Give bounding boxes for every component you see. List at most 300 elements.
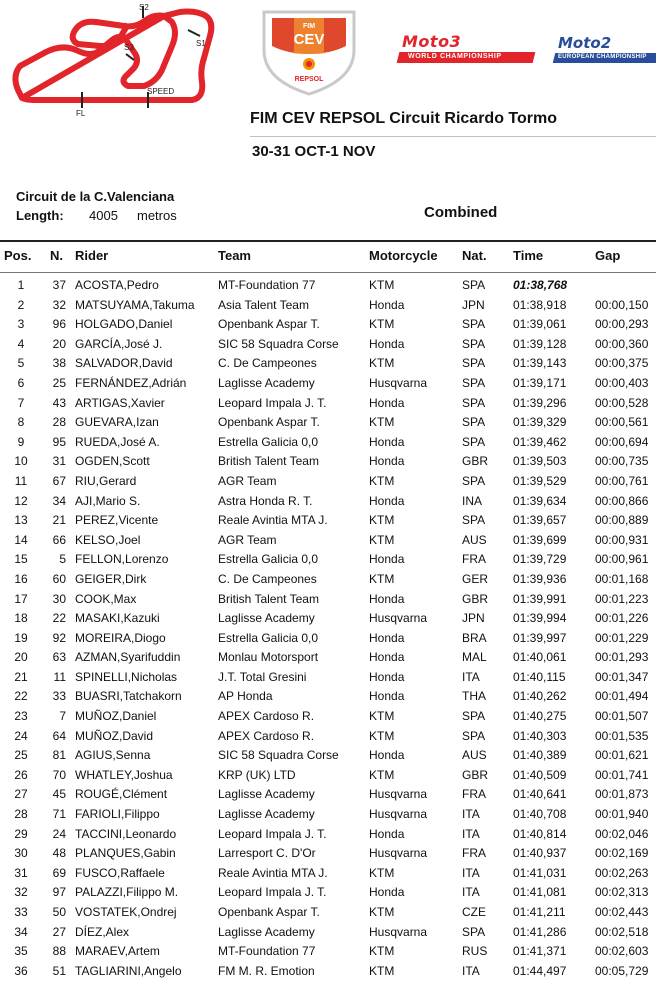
cell-num: 67: [52, 473, 66, 488]
cell-pos: 3: [17, 317, 25, 332]
cell-time: 01:39,634: [513, 493, 567, 508]
cell-team: Openbank Aspar T.: [218, 415, 320, 430]
cell-num: 97: [52, 885, 66, 900]
cell-gap: 00:01,494: [595, 689, 649, 704]
table-row: [0, 863, 656, 883]
length-unit: metros: [137, 208, 177, 223]
cell-motorcycle: KTM: [369, 905, 395, 919]
cell-team: KRP (UK) LTD: [218, 767, 296, 782]
cell-time: 01:39,936: [513, 571, 567, 586]
moto3-logo: [398, 32, 540, 68]
cell-num: 37: [52, 278, 66, 292]
cell-team: SIC 58 Squadra Corse: [218, 748, 339, 763]
cell-pos: 33: [14, 905, 28, 919]
cell-gap: 00:00,360: [595, 336, 649, 351]
cell-gap: 00:00,528: [595, 395, 649, 410]
cell-time: 01:39,729: [513, 552, 567, 567]
table-row: [0, 549, 656, 569]
cell-nat: GBR: [462, 767, 489, 782]
cell-motorcycle: KTM: [369, 473, 395, 488]
cell-rider: SALVADOR,David: [75, 356, 173, 371]
cell-team: Asia Talent Team: [218, 297, 309, 312]
table-row: [0, 961, 656, 981]
cell-team: Leopard Impala J. T.: [218, 395, 327, 410]
cell-time: 01:40,509: [513, 767, 567, 782]
table-row: [0, 314, 656, 334]
cell-team: AGR Team: [218, 473, 277, 488]
moto2-logo-sub: EUROPEAN CHAMPIONSHIP: [558, 54, 647, 60]
cell-motorcycle: Husqvarna: [369, 846, 428, 861]
table-row: [0, 569, 656, 589]
cell-motorcycle: Honda: [369, 297, 405, 312]
cell-gap: 00:02,313: [595, 885, 649, 900]
cell-rider: ACOSTA,Pedro: [75, 278, 159, 292]
cell-gap: 00:01,535: [595, 728, 649, 743]
cell-num: 34: [52, 493, 66, 508]
cell-num: 64: [52, 728, 66, 743]
cell-gap: 00:01,621: [595, 748, 649, 763]
cell-time: 01:40,389: [513, 748, 567, 763]
cell-time: 01:40,275: [513, 709, 567, 724]
cell-nat: SPA: [462, 336, 486, 351]
circuit-track: [15, 12, 211, 101]
cell-team: Laglisse Academy: [218, 924, 315, 939]
cell-num: 69: [52, 865, 66, 880]
cell-time: 01:41,286: [513, 924, 567, 939]
cell-nat: SPA: [462, 728, 486, 743]
cell-num: 30: [52, 591, 66, 606]
cell-pos: 18: [14, 611, 28, 626]
cell-time: 01:39,329: [513, 415, 567, 430]
cell-team: APEX Cardoso R.: [218, 709, 315, 724]
cell-nat: AUS: [462, 532, 487, 547]
cell-rider: TAGLIARINI,Angelo: [75, 963, 182, 978]
cell-time: 01:40,814: [513, 826, 567, 841]
cell-motorcycle: Honda: [369, 552, 405, 567]
cell-team: British Talent Team: [218, 591, 319, 606]
cell-pos: 11: [14, 473, 28, 488]
cell-nat: GER: [462, 571, 489, 586]
cell-pos: 14: [14, 532, 28, 547]
cell-motorcycle: KTM: [369, 513, 395, 528]
cell-rider: RUEDA,José A.: [75, 434, 160, 449]
moto3-logo-sub: WORLD CHAMPIONSHIP: [408, 53, 502, 60]
cell-motorcycle: Honda: [369, 336, 405, 351]
cell-team: Estrella Galicia 0,0: [218, 552, 319, 567]
cell-num: 63: [52, 650, 66, 665]
cell-pos: 4: [17, 336, 25, 351]
cell-team: Monlau Motorsport: [218, 650, 319, 665]
cell-pos: 24: [14, 728, 28, 743]
cell-team: Laglisse Academy: [218, 787, 315, 802]
table-row: [0, 275, 656, 295]
cell-motorcycle: Honda: [369, 650, 405, 665]
cell-team: AGR Team: [218, 532, 277, 547]
cell-rider: FERNÁNDEZ,Adrián: [75, 375, 187, 390]
cell-rider: GUEVARA,Izan: [75, 415, 159, 430]
cell-nat: JPN: [462, 297, 485, 312]
cell-nat: CZE: [462, 905, 486, 919]
cell-gap: 00:00,150: [595, 297, 649, 312]
cell-gap: 00:02,443: [595, 905, 649, 919]
cell-rider: MUÑOZ,Daniel: [75, 709, 157, 724]
cell-num: 21: [52, 513, 66, 528]
table-header: [0, 240, 656, 273]
cell-num: 11: [53, 669, 66, 684]
cell-motorcycle: Honda: [369, 826, 405, 841]
cell-motorcycle: Husqvarna: [369, 375, 428, 390]
cell-gap: 00:02,046: [595, 826, 649, 841]
cell-gap: 00:00,761: [595, 473, 649, 488]
header-num: N.: [50, 248, 63, 263]
cell-pos: 15: [14, 552, 28, 567]
cell-num: 32: [52, 297, 66, 312]
cell-gap: 00:01,741: [595, 767, 649, 782]
table-row: [0, 432, 656, 452]
cell-motorcycle: Honda: [369, 493, 405, 508]
cell-rider: MUÑOZ,David: [75, 728, 154, 743]
cell-nat: GBR: [462, 454, 489, 469]
cell-rider: MASAKI,Kazuki: [75, 611, 160, 626]
table-row: [0, 804, 656, 824]
cell-rider: DÍEZ,Alex: [75, 924, 130, 939]
cell-gap: 00:01,293: [595, 650, 649, 665]
cell-gap: 00:00,694: [595, 434, 649, 449]
cell-time: 01:39,991: [513, 591, 567, 606]
cell-pos: 10: [14, 454, 28, 469]
cell-rider: AZMAN,Syarifuddin: [75, 650, 181, 665]
header-nat: Nat.: [462, 248, 487, 263]
table-row: [0, 628, 656, 648]
cell-motorcycle: Honda: [369, 748, 405, 763]
table-row: [0, 530, 656, 550]
moto3-logo-word: Moto3: [402, 32, 462, 51]
cell-pos: 8: [17, 415, 25, 430]
cell-team: C. De Campeones: [218, 571, 317, 586]
cell-num: 31: [52, 454, 66, 469]
cell-nat: ITA: [462, 865, 480, 880]
table-row: [0, 295, 656, 315]
cell-team: MT-Foundation 77: [218, 278, 316, 292]
cell-gap: 00:05,729: [595, 963, 649, 978]
cell-nat: ITA: [462, 807, 480, 822]
cell-nat: SPA: [462, 356, 486, 371]
cell-rider: SPINELLI,Nicholas: [75, 669, 178, 684]
cell-pos: 31: [14, 865, 28, 880]
cell-gap: 00:00,735: [595, 454, 649, 469]
cell-nat: SPA: [462, 709, 486, 724]
cell-nat: SPA: [462, 924, 486, 939]
cell-pos: 23: [14, 709, 28, 724]
title-divider: [250, 136, 656, 137]
cell-time: 01:41,081: [513, 885, 567, 900]
cell-time: 01:39,128: [513, 336, 567, 351]
cell-rider: GEIGER,Dirk: [75, 571, 147, 586]
cell-motorcycle: Husqvarna: [369, 807, 428, 822]
cell-pos: 34: [14, 924, 28, 939]
cell-num: 24: [52, 826, 66, 841]
cell-rider: AGIUS,Senna: [75, 748, 151, 763]
cell-time: 01:39,657: [513, 513, 567, 528]
cell-gap: 00:00,561: [595, 415, 649, 430]
cell-team: Leopard Impala J. T.: [218, 885, 327, 900]
moto2-logo: [554, 34, 656, 68]
cell-nat: SPA: [462, 317, 486, 332]
length-label: Length:: [16, 208, 64, 223]
table-row: [0, 393, 656, 413]
cell-num: 70: [52, 767, 66, 782]
cell-pos: 29: [14, 826, 28, 841]
cell-motorcycle: KTM: [369, 278, 395, 292]
circuit-name: Circuit de la C.Valenciana: [16, 189, 175, 204]
table-row: [0, 745, 656, 765]
cell-time: 01:40,641: [513, 787, 567, 802]
table-row: [0, 491, 656, 511]
cell-pos: 21: [14, 669, 28, 684]
cell-rider: TACCINI,Leonardo: [75, 826, 177, 841]
cell-motorcycle: Honda: [369, 689, 405, 704]
table-row: [0, 608, 656, 628]
cell-team: Astra Honda R. T.: [218, 493, 313, 508]
cell-gap: 00:01,940: [595, 807, 649, 822]
circuit-map: [4, 2, 219, 120]
cell-team: Laglisse Academy: [218, 807, 315, 822]
moto2-logo-word: Moto2: [558, 34, 612, 52]
table-row: [0, 510, 656, 530]
cell-time: 01:40,262: [513, 689, 567, 704]
cell-team: AP Honda: [218, 689, 273, 704]
cell-team: SIC 58 Squadra Corse: [218, 336, 339, 351]
cell-time: 01:39,699: [513, 532, 567, 547]
sector-label-speed: SPEED: [147, 87, 175, 96]
cell-time: 01:38,918: [513, 297, 567, 312]
cell-nat: SPA: [462, 278, 486, 292]
cell-time: 01:40,937: [513, 846, 567, 861]
cell-num: 96: [52, 317, 66, 332]
table-row: [0, 686, 656, 706]
cell-nat: SPA: [462, 434, 486, 449]
header-team: Team: [218, 248, 251, 263]
cell-pos: 12: [14, 493, 28, 508]
results-table: [0, 240, 656, 980]
cell-time: 01:41,031: [513, 865, 567, 880]
cell-nat: ITA: [462, 669, 480, 684]
cell-motorcycle: KTM: [369, 532, 395, 547]
cell-motorcycle: KTM: [369, 865, 395, 880]
cell-pos: 30: [14, 846, 28, 861]
cell-team: British Talent Team: [218, 454, 319, 469]
cell-gap: 00:00,961: [595, 552, 649, 567]
cell-motorcycle: Husqvarna: [369, 787, 428, 802]
cell-time: 01:39,143: [513, 356, 567, 371]
cell-pos: 32: [14, 885, 28, 900]
cell-nat: FRA: [462, 552, 486, 567]
cell-gap: 00:00,375: [595, 356, 649, 371]
cell-motorcycle: KTM: [369, 944, 395, 959]
cell-rider: WHATLEY,Joshua: [75, 767, 173, 782]
cell-time: 01:41,211: [513, 905, 566, 919]
cell-time: 01:44,497: [513, 963, 567, 978]
cell-num: 25: [52, 375, 66, 390]
header-motorcycle: Motorcycle: [369, 248, 438, 263]
cell-time: 01:39,171: [513, 375, 567, 390]
cell-gap: 00:02,603: [595, 944, 649, 959]
cell-gap: 00:02,169: [595, 846, 649, 861]
cev-repsol-logo: [258, 6, 360, 98]
cell-pos: 20: [14, 650, 28, 665]
cell-pos: 13: [14, 513, 28, 528]
cell-num: 48: [52, 846, 66, 861]
length-value: 4005: [89, 208, 118, 223]
cell-pos: 36: [14, 963, 28, 978]
cev-logo-fim: FIM: [302, 23, 316, 30]
cell-pos: 35: [14, 944, 28, 959]
table-row: [0, 412, 656, 432]
cell-gap: 00:02,518: [595, 924, 649, 939]
cell-rider: KELSO,Joel: [75, 532, 141, 547]
table-row: [0, 902, 656, 922]
cell-gap: 00:02,263: [595, 865, 649, 880]
cell-motorcycle: Honda: [369, 630, 405, 645]
cell-rider: GARCÍA,José J.: [75, 336, 163, 351]
cell-pos: 19: [14, 630, 28, 645]
cell-pos: 6: [17, 375, 25, 390]
table-body: [0, 273, 656, 980]
cell-motorcycle: Honda: [369, 454, 405, 469]
cell-motorcycle: KTM: [369, 356, 395, 371]
cell-time: 01:40,303: [513, 728, 567, 743]
cell-time: 01:41,371: [513, 944, 567, 959]
table-row: [0, 784, 656, 804]
table-row: [0, 471, 656, 491]
cell-time: 01:40,708: [513, 807, 567, 822]
cell-pos: 28: [14, 807, 28, 822]
table-row: [0, 922, 656, 942]
cell-rider: COOK,Max: [75, 591, 137, 606]
event-dates: 30-31 OCT-1 NOV: [252, 143, 376, 160]
cell-num: 22: [52, 611, 66, 626]
cell-rider: OGDEN,Scott: [75, 454, 150, 469]
cell-nat: INA: [462, 493, 483, 508]
cell-pos: 16: [14, 571, 28, 586]
cell-motorcycle: KTM: [369, 571, 395, 586]
cell-pos: 22: [14, 689, 28, 704]
cell-motorcycle: Honda: [369, 669, 405, 684]
cell-num: 5: [59, 552, 66, 567]
cell-rider: ARTIGAS,Xavier: [75, 395, 165, 410]
cell-team: APEX Cardoso R.: [218, 728, 315, 743]
table-row: [0, 373, 656, 393]
table-row: [0, 589, 656, 609]
cell-gap: 00:00,889: [595, 513, 649, 528]
cell-motorcycle: KTM: [369, 767, 395, 782]
session-name: Combined: [424, 204, 498, 221]
header-rider: Rider: [75, 248, 109, 263]
cell-rider: RIU,Gerard: [75, 473, 137, 488]
cell-team: C. De Campeones: [218, 356, 317, 371]
cell-gap: 00:01,873: [595, 787, 649, 802]
sector-label-s1: S1: [196, 39, 206, 48]
cell-nat: SPA: [462, 513, 486, 528]
cell-rider: FARIOLI,Filippo: [75, 807, 160, 822]
cell-num: 60: [52, 571, 66, 586]
cell-time: 01:40,115: [513, 669, 566, 684]
cell-nat: BRA: [462, 630, 487, 645]
cell-motorcycle: KTM: [369, 963, 395, 978]
header-time: Time: [513, 248, 544, 263]
cell-pos: 5: [17, 356, 25, 371]
cell-gap: 00:01,223: [595, 591, 649, 606]
cell-nat: FRA: [462, 846, 486, 861]
cell-num: 20: [52, 336, 66, 351]
table-row: [0, 667, 656, 687]
table-row: [0, 882, 656, 902]
table-row: [0, 706, 656, 726]
cell-time: 01:39,997: [513, 630, 567, 645]
cell-nat: MAL: [462, 650, 487, 665]
table-row: [0, 334, 656, 354]
cell-team: Openbank Aspar T.: [218, 905, 320, 919]
cell-time: 01:39,994: [513, 611, 567, 626]
cell-time: 01:39,503: [513, 454, 567, 469]
cell-rider: PEREZ,Vicente: [75, 513, 159, 528]
cell-motorcycle: Husqvarna: [369, 924, 428, 939]
sector-label-s2: S2: [139, 3, 149, 12]
cell-gap: 00:00,293: [595, 317, 649, 332]
cell-gap: 00:01,507: [595, 709, 649, 724]
table-row: [0, 941, 656, 961]
cell-nat: SPA: [462, 375, 486, 390]
header-gap: Gap: [595, 248, 621, 263]
cell-gap: 00:01,229: [595, 630, 649, 645]
header-pos: Pos.: [4, 248, 32, 263]
cell-team: FM M. R. Emotion: [218, 963, 315, 978]
cell-gap: 00:01,168: [595, 571, 649, 586]
cell-num: 51: [52, 963, 66, 978]
cell-num: 50: [52, 905, 66, 919]
cell-motorcycle: Honda: [369, 395, 405, 410]
cell-rider: FELLON,Lorenzo: [75, 552, 169, 567]
cell-nat: JPN: [462, 611, 485, 626]
cell-gap: 00:00,866: [595, 493, 649, 508]
cell-gap: 00:00,931: [595, 532, 649, 547]
cell-pos: 17: [14, 591, 28, 606]
cell-nat: ITA: [462, 885, 480, 900]
cell-nat: FRA: [462, 787, 486, 802]
cell-team: Openbank Aspar T.: [218, 317, 320, 332]
cell-rider: MATSUYAMA,Takuma: [75, 297, 195, 312]
cell-num: 95: [52, 434, 66, 449]
cell-num: 88: [52, 944, 66, 959]
cell-team: J.T. Total Gresini: [218, 669, 307, 684]
cell-num: 92: [52, 630, 66, 645]
cell-num: 81: [52, 748, 66, 763]
table-row: [0, 843, 656, 863]
cell-motorcycle: KTM: [369, 415, 395, 430]
cell-num: 33: [52, 689, 66, 704]
cev-logo-repsol: REPSOL: [294, 76, 324, 83]
cell-rider: PLANQUES,Gabin: [75, 846, 176, 861]
cell-pos: 1: [17, 278, 25, 292]
cell-gap: 00:00,403: [595, 375, 649, 390]
table-row: [0, 765, 656, 785]
cell-team: Estrella Galicia 0,0: [218, 434, 319, 449]
cell-pos: 27: [14, 787, 28, 802]
cev-logo-word: CEV: [293, 31, 325, 48]
table-row: [0, 451, 656, 471]
cell-team: Reale Avintia MTA J.: [218, 513, 328, 528]
cell-motorcycle: Husqvarna: [369, 611, 428, 626]
